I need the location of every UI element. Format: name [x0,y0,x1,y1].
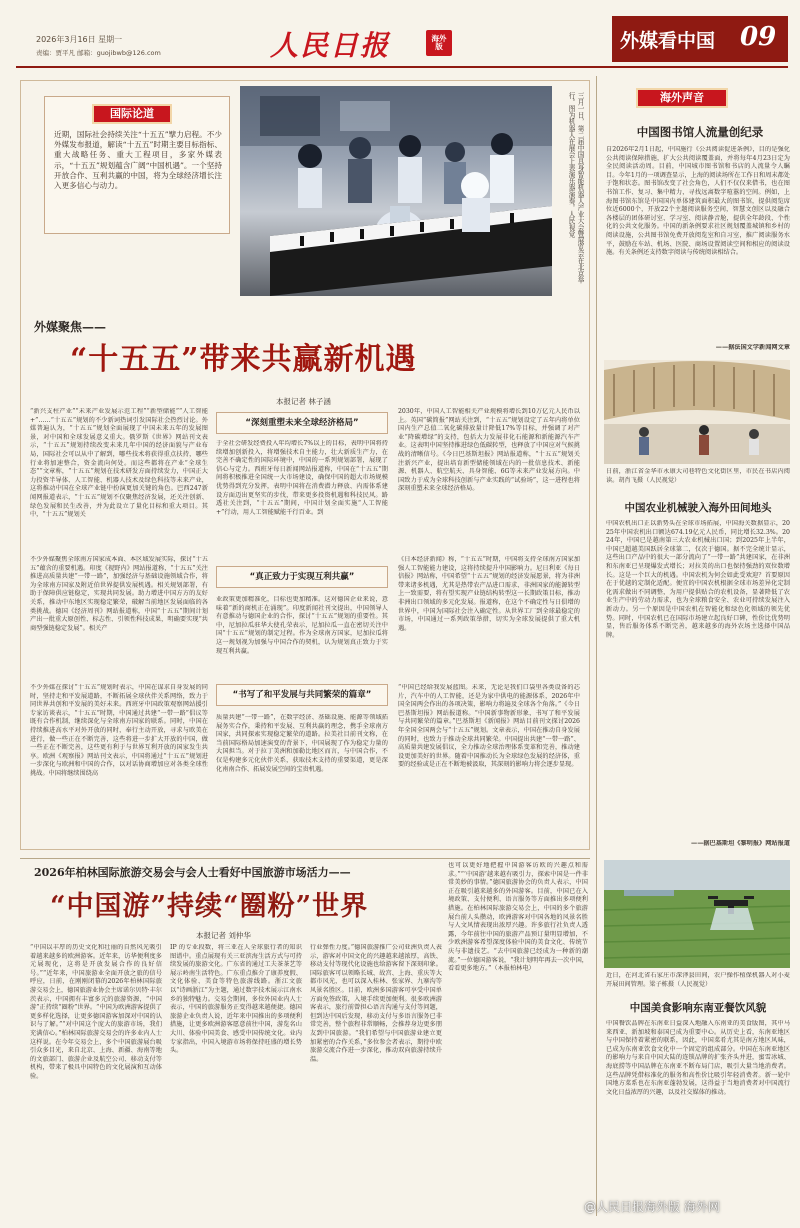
right-s3-body: 中国餐饮品牌在东南亚日益深入地融入东南亚的美食版图，其中马来西亚、新加坡和泰国已成为重要中心。从历史上看，东南亚地区与中国保持着紧密的联系，因此，中国菜肴尤其是南方地区风味，已成为东南亚饮食文化中一个固定的组成部分。中国在东南亚地区的影响力与来自中国大陆的连锁品牌的扩张齐头并进，蜜雪冰城、海底捞等中国品牌在东南亚不断布局门店，吸引大量当地消费者。这些品牌凭借标准化的服务和高性价比吸引年轻消费者。新一轮中国地方菜系也在东南亚蓬勃发展，这得益于当地消费者对中国流行文化日益浓厚的兴趣，以及社交媒体的推动。 [606,1020,790,1096]
main-col1: “新兴支柱产业”“未来产业发展示范工程”“新型储能”“人工智能+”……“十五五”规划的不少新词热词引发国际社会热烈讨论。外媒普遍认为，“十五五”规划全面展现了中国未来五年的发展图景，对中国和全球发展意义重大。俄罗斯《世界》网站刊文表示，“十五五”规划持续改变未来几年中国的经济面貌与产业布局，国际社会可以从中了解到，哪些技术将获得重点扶持，哪些行业将加速整合，资金流向何处。而这些都将在产业“全球生态”“文章称，“十五五”规划在技术研发方面持续发力，中国正大力投资半导体、人工智能、机器人技术及绿色科技等未来产业，这将推动中国在全球产业链中扮演更加关键的角色。巴西247新闻网报道表示，“十五五”规划不仅聚焦经济发展，还关注创新、绿色发展和民生改善，并为此设立了量化目标和重大项目。其中，“十五五”规划关 [30,408,208,519]
photo-caption: 三月一日，第二届中国具身智能机器人产业大会暨展览会在北京举行。图为机器人在展会上表演乐器演奏。人民视觉 [567,92,584,284]
main-col5: 业政策更加精准化，目标也更加精准。这对德国企业来说，意味着“新的商机正在涌现”。印度新闻社刊文提出，中国领导人有意推动与德国企业的合作，探讨“十五五”规划的重要性。其中，尼加拉瓜驻华大使孔荣表示，尼加拉瓜一直在密切关注中国“十五五”规划的制定过程。作为全球南方国家，尼加拉瓜将这一规划视为加强与中国合作的契机，认为规划真正致力于实现互利共赢。 [216,596,388,655]
right-divider [596,76,597,1216]
main-col8: 质量共建“一带一路”，在数字经济、基础设施、能源等领域拓展务实合作，秉持和平发展、互利共赢的理念，携手全球南方国家，共同探索实现稳定繁荣的道路。拉美社目前刊文称，在当前国际格局加速演变的背景下，中国展现了作为稳定力量的大国担当。对于拉丁美洲和加勒比地区而言，与中国合作，不仅是构建多元化伙伴关系，获取技术支持的重要渠道，更是深化南南合作、拓展发展空间的宝贵机遇。 [216,714,388,773]
bookstore-photo [604,360,790,464]
subhead-1: “深刻重塑未来全球经济格局” [216,412,388,434]
watermark: @人民日报海外版 海外网 [584,1200,720,1214]
masthead-title: 人民日报 [270,29,391,62]
right-s2-title: 中国农业机械驶入海外田间地头 [624,502,772,514]
tourism-kicker: 2026年柏林国际旅游交易会与会人士看好中国旅游市场活力—— [34,866,351,879]
subhead-3: “书写了和平发展与共同繁荣的篇章” [216,684,388,706]
robot-photo [240,86,552,296]
right-s3-title: 中国美食影响东南亚餐饮风貌 [629,1002,767,1014]
masthead-sub: 海外版 [431,34,447,51]
drone-field-photo [604,860,790,968]
tourism-col3: 行业弹性力度。”德国旅游推广公司亚洲负责人表示，游客对中国文化的兴趣越来越浓厚，高铁、移动支付等现代化设施也给游客留下深刻印象。国际旅客可以领略长城、故宫、上海、重庆等大都市风光，也可以深入桂林、张家界、九寨沟等风景名胜区。目前，欧洲多国游客可享受中国单方面免签政策，入境手续更加便利。很多欧洲游客表示，旅行前曾担心语言沟通与支付等问题，但到达中国后发现，移动支付与多语言服务已非常完善，整个旅程非常顺畅，会推荐身边更多朋友到中国旅游。“我们希望与中国旅游业建立更加紧密的合作关系，”多位参会者表示，期待中欧旅游交流合作进一步深化，推动双向旅游持续升温。 [310,944,442,1063]
drone-caption: 近日，在河北省石家庄市深泽县田间，农户操作植保机器人对小麦开展田间管理。梁子栋摄（人民视觉） [606,972,790,988]
main-col6: 《日本经济新闻》称，“十五五”时期，中国将支持全球南方国家加强人工智能能力建设，这将持续提升中国影响力。尼日利亚《每日信报》网站称，中国希望“十五五”规划的经济发展愿景，将为非洲带来诸多机遇，尤其是热带农产品进口需求、非洲国家的能源转型上一致需要，将有望实现产业链结构转型这一长期政策目标，推动非洲出口领域的多元化发展。报道称，在这个不确定性与日俱增的世界中，中国为国际社会注入确定性。从世界工厂到全球最稳定的市场，中国通过一系列政策举措，切实为全球发展提供了重大机遇。 [398,556,580,632]
main-col9: “中国已经给我发展蓝图。未来，无论是我们口袋里各类设备的芯片，汽车中的人工智能，还是为家中供电的能源体系，2026年中国全国两会作出的各项决策，影响力将遍及全球各个角落。”《今日巴基斯坦报》网站报道称。“中国新事物新形象，书写了和平发展与共同繁荣的篇章。”巴基斯坦《新闻报》网站目前刊文探讨2026年全国全国两会与“十五五”规划。文章表示，中国在推动自身发展的同时，也致力于推动全球共同繁荣。中国提出共建“一带一路”、高质量共建发展倡议，全力推动全球治理体系变革和完善，推动建设更加美好的世界。随着中国推动长为全球绿色发展的经济体，重要的经验或是正在不断地被汲取，其深刻的影响力将会逐步显现。 [398,684,580,769]
forum-tag-label: 国际论道 [110,107,154,120]
main-byline: 本报记者 林子涵 [276,397,331,406]
section-title: 外媒看中国 [620,30,716,52]
tourism-col2: IP 的专业段数，将三亚在人全球旅行者的知识图谱中。重点展现有关三亚滨海生活方式与可持续发展的旅游文化。广东省的通过工夫茶茶艺等展示岭南生活特色。广东重点推介了康养度假、文化体验、美食等特色旅游线路。浙江文旅以“诗画浙江”为主题，通过数字技术展示江南水乡的独特魅力。交易会期间，多位外国业内人士表示，中国的旅游服务正变得越来越便捷。德国旅游企业负责人说，近年来中国推出的多项便利措施，让更多欧洲游客愿意前往中国，游览名山大川、体验中国美食、感受中国传统文化。业内专家指出，中国入境游市场将保持旺盛的增长势头。 [170,944,302,1055]
masthead-logo [268,22,468,66]
main-col7: 不少外媒在探讨“十五五”规划时表示，中国在谋求自身发展的同时，坚持走和平发展道路，不断拓展全球伙伴关系网络，致力于同世界共创和平发展的美好未来。西班牙中国政策观察网站援引专家访谈表示，“十五五”时期，中国通过共建“一带一路”倡议等既有合作机制，继续深化与全球南方国家的联系。同时，中国在持续推进高水平对外开放的同时，奉行主动开放，寻求与欧美在进行，做一些正在不断完善，这些将进一步扩大开放的中国，做一些正在不断完善，这些更有利于与世界互利开放的国家发生共享。欧洲《观察报》网站刊文表示，中国将通过“十五五”规划进一步深化与欧洲和中国的合作，以对话协商增加应对各类全球性挑战。中国将继续围绕高 [30,684,208,777]
main-kicker: 外媒聚焦—— [34,320,107,334]
main-col3: 2030年，中国人工智能相关产业规模将增长到10万亿元人民币以上。英国“碳简报”网站关注到，“十五五”规划设定了五年内将单位国内生产总值二氧化碳排放量计降低17%等目标，并强调了对产业“降碳增绿”的支持，包括大力发展非化石能源和新能源汽车产业。这表明中国坚持推进绿色低碳转型，也释放了中国应对气候挑战的清晰信号。《今日巴基斯坦报》网站报道称，“十五五”规划关注新兴产业，提出培育新型储能领域在内的一批信息技术、新能源、机器人、航空航天、具身智能、6G等未来产业发展方向。中国致力于成为全球科技创新与产业实践的“试验场”，这一进程也将深刻重塑未来全球经济格局。 [398,408,580,493]
header-rule [16,66,788,68]
right-s1-src: ——据法国文学新闻网文章 [715,344,790,351]
subhead-2: “真正致力于实现互利共赢” [216,566,388,588]
main-title: “十五五”带来共赢新机遇 [70,342,417,377]
main-col4: 不少外媒聚焦全球南方国家成本面、本区域发展实际，探讨“十五五”蕴含的重要机遇。印度《视野内》网站报道称，“十五五”关注推进高质量共建“一带一路”，加强经济与基础设施领域合作，将为全球南方国家及附近伯世界提供发展机遇。相关规划部署，有助于保障供应链稳定，实现共同发展。助力增进中国方方的友好关系，推动中东地区实现稳定繁荣，破解当前地区发展面临的各类挑战。德国《经济周刊》网站报道称，中国“十五五”期间计划产出一批重大原创性、标志性、引领性科技成果，明确要实现“共商型强链稳定发展”。相关产 [30,556,208,632]
header-editor: 责编：贾平凡 邮箱：guojibwb@126.com [36,49,161,57]
header-date: 2026年3月16日 星期一 [36,35,123,44]
right-s2-src: ——据巴基斯坦《黎明报》网站报道 [691,840,790,847]
section-bar [612,16,788,62]
bookstore-caption: 日前，浙江省金华市永康大司巷特色文化街区里，市民在书店内阅读。胡肖飞摄（人民视觉） [606,468,790,484]
forum-intro: 近期，国际社会持续关注“十五五”擘力启程。不少外媒发布报道，解读“十五五”时期主要目标指标、重大战略任务、重大工程项目，多家外媒表示，“十五五”规划蕴含广阔“中国机遇”。一个坚持开放合作、互利共赢的中国，将为全球经济增长注入更多信心与动力。 [54,130,222,191]
forum-tag [92,104,172,124]
right-header-tag [636,88,728,108]
right-s2-body: 中国农机出口正以新势头在全球市场拓展，中国海关数据显示，2025年中国农机出口额达674.19亿元人民币，同比增长32.3%。2024年，中国已是越南第三大农业机械出口国；到2025年上半年，中国已超越美国跃居全球第二，仅次于德国。据不完全统计显示，这些出口产品中的很大一部分流向了“一带一路”共建国家，在非洲和东南亚已呈现爆发式增长；对拉美的出口也保持强劲的双位数增长。这是一个巨大的机遇。中国农机为何会如此受欢迎？首要原因在于优越的定制化适配。便宜的中国农机根据全球市场差异化定制化需求做出不同调整，为用户提供贴合的农机设备，显著降低了农业生产中的劳动力需求，也为全球粮食安全、农业可持续发展注入新动力。另一个原因是中国农机在智能化和绿色化领域的领先优势。同时，中国农机已在国际市场建立起良好口碑，性价比优势明显，售后服务体系不断完善，越来越多的海外农场主选择中国品牌。 [606,520,790,639]
tourism-title: “中国游”持续“圈粉”世界 [50,891,369,922]
right-s1-body: 自2026年2月1日起，中国施行《公共阅读促进条例》，目的是强化公共阅读保障措施，扩大公共阅读覆盖面，并将每年4月23日定为全民阅读活动周。目前，中国城市图书馆和书店的人流量令人瞩目。今年1月的一项调查显示，上海的阅读场所在工作日和周末都处于饱和状态。图书馆改变了社会角色，人们不仅仅来借书，也在图书馆工作、复习、集中精力，寻找远离数字喧嚣的空间。例如，上海图书馆东馆是中国国内单体建筑面积最大的图书馆，提供阅览席位近6000个，开放22个主题阅读服务空间，智慧文创区以及融合各楼层的团体研讨室、学习室、阅读静音舱，提供全年龄段、个性化的公共文化服务。中国的新条例要求社区规划覆盖城镇和乡村的阅读设施，公共图书馆免费开放阅览室和自习室，推广阅读服务水平，鼓励在车站、机场、医院、商场设置阅读空间和相应的阅读设施。有关条例还支持数字阅读与传统阅读相结合。 [606,146,790,257]
tourism-col4: 也可以更好地把握中国游客访欧的兴趣点和需求。”“‘中国游’越来越有吸引力，探索中国是一件非常美妙的事情。”德国旅游协会的负责人表示，中国正在吸引越来越多的外国游客。目前，中国已在入境政策、支付便利、语言服务等方面推出多项便利措施。在柏林国际旅游交易会上，中国的多个旅游展台前人头攒动，欧洲游客对中国各地的风景名胜与人文风情表现出浓厚兴趣。许多旅行社负责人透露，今年前往中国的旅游产品预订量明显增加，不少欧洲游客希望深度体验中国的美食文化、传统节庆与非遗技艺。“去中国旅游已经成为一种新的潮流。”一位德国游客说，“我计划明年再去一次中国，看看更多地方。”（本报柏林电） [448,862,588,973]
main-col2: 于全社会研发经费投入年均增长7%以上的目标，表明中国将持续增加创新投入，将增强技术自主能力，壮大新质生产力，在完善不确定性的国际环境中，中国的一系列规划部署，展现了信心与定力。西班牙每日新闻网站报道称，中国在“十五五”期间将积极推进全国统一大市场建设，确保中国的超大市场规模优势得到充分发挥，表明中国将在消费潜力释放、内需体系建设方面迈出更坚实的步伐，带来更多投资机遇和科技民风。路透社关注到，“十五五”期间，中国计划全面实施“人工智能+”行动，用人工智能赋能千行百业。到 [216,440,388,516]
page-number: 09 [740,22,777,52]
tourism-col1: “中国以丰厚的历史文化和壮丽的自然风光吸引着越来越多的欧洲游客。近年来，访华便利度多元展现化，这将是开放发展合作的良好信号。”“近年来，中国旅游业全面开放之旅的信号呼应，日前，在刚刚闭幕的2026年柏林国际旅游交易会上，德国旅游业协会主席诺尔贝特·丰尔茨表示，中国拥有丰富多元的旅游资源，“中国游”正持续“圈粉”世界。“中国为欧洲游客提供了更多样化选择，让更多德国游客加深对中国的认识与了解。”“对中国这个庞大的旅游市场，我们充满信心。”柏林国际旅游交易会的许多业内人士这样说。在今年交易会上，多个中国旅游展台吸引众多目光，来自北京、上海、新疆、海南等地的文旅部门、旅游企业及航空公司、移动支付等机构，带来了极具中国特色的文化展演和互动体验。 [30,944,162,1080]
right-header-label: 海外声音 [660,91,704,104]
tourism-byline: 本报记者 刘仲华 [196,931,251,940]
right-s1-title: 中国图书馆人流量创纪录 [636,125,764,139]
tourism-rule [20,858,590,859]
